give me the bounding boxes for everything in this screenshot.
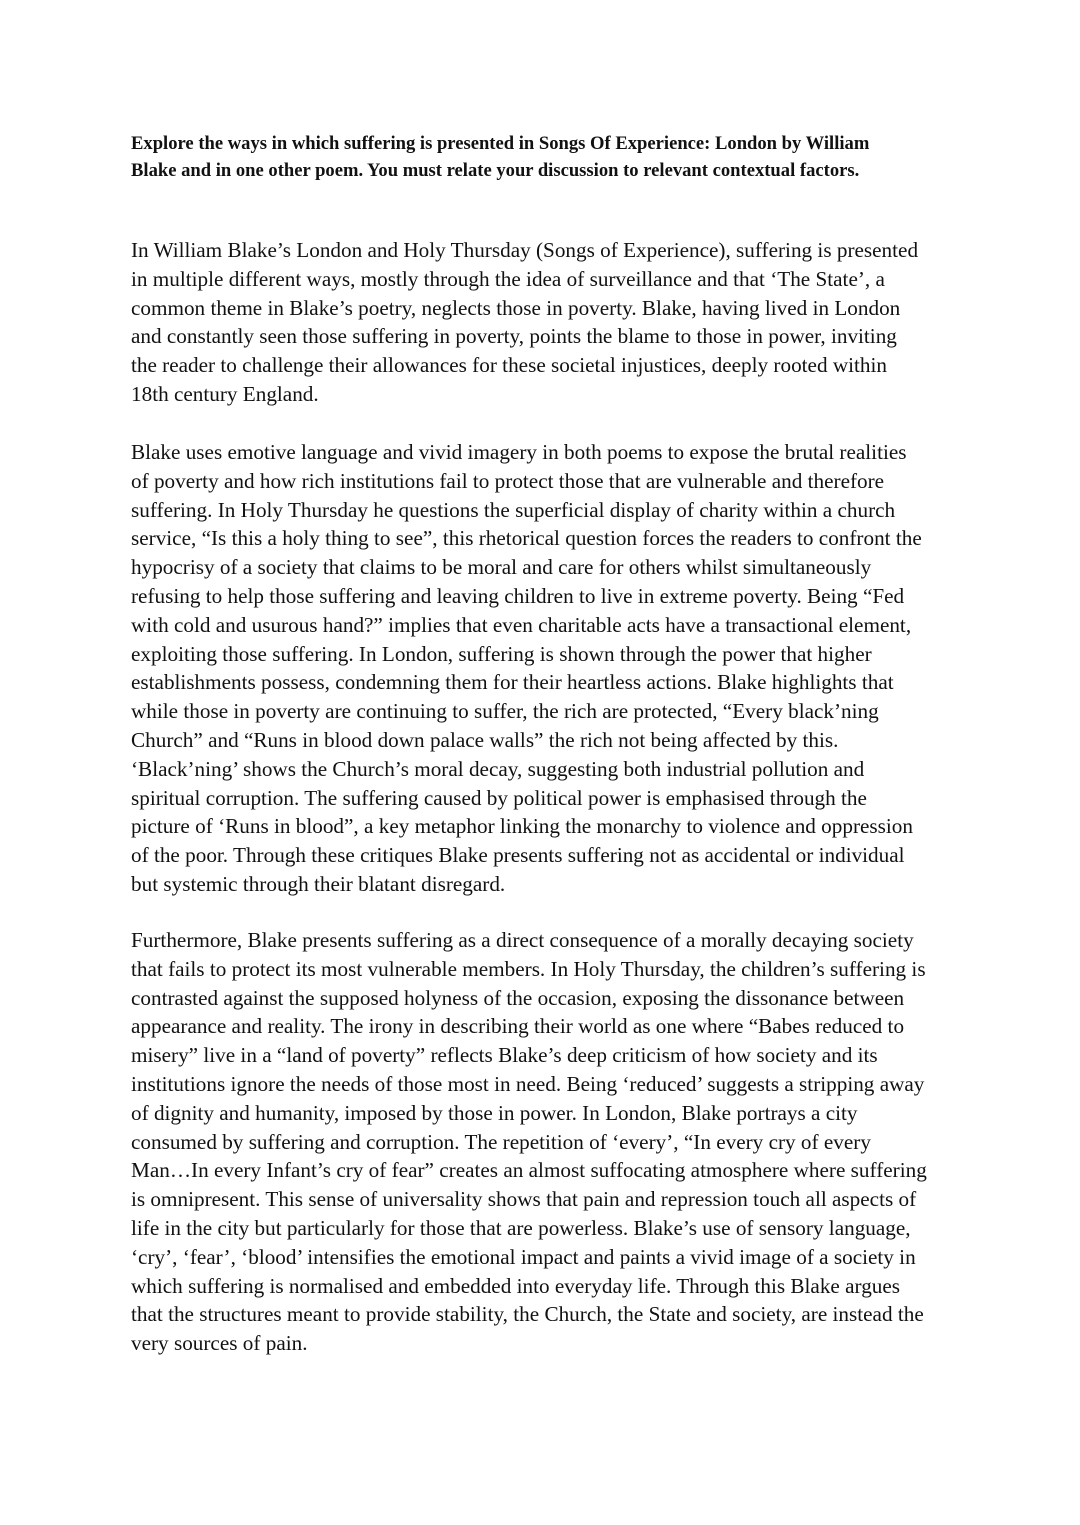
paragraph-line: hypocrisy of a society that claims to be moral and care for others whilst simultaneously <box>131 555 872 580</box>
paragraph-line: consumed by suffering and corruption. The repetition of ‘every’, “In every cry of every <box>131 1129 871 1154</box>
paragraph-line: of dignity and humanity, imposed by those in power. In London, Blake portrays a city <box>131 1100 858 1125</box>
paragraph-line: that fails to protect its most vulnerable members. In Holy Thursday, the children’s suffering is <box>131 956 926 981</box>
paragraph-emotive-language <box>131 438 961 899</box>
paragraph-line: with cold and usurous hand?” implies that even charitable acts have a transactional element, <box>131 612 912 637</box>
paragraph-introduction <box>131 236 961 409</box>
paragraph-line: that the structures meant to provide stability, the Church, the State and society, are instead the <box>131 1302 924 1327</box>
paragraph-line: contrasted against the supposed holyness of the occasion, exposing the dissonance between <box>131 985 905 1010</box>
paragraph-line: Church” and “Runs in blood down palace walls” the rich not being affected by this. <box>131 727 839 752</box>
paragraph-line: of the poor. Through these critiques Blake presents suffering not as accidental or individual <box>131 843 905 868</box>
paragraph-line: of poverty and how rich institutions fail to protect those that are vulnerable and therefore <box>131 468 885 493</box>
paragraph-line: Blake uses emotive language and vivid imagery in both poems to expose the brutal realities <box>131 440 907 464</box>
paragraph-line: very sources of pain. <box>131 1331 308 1356</box>
heading-line: Blake and in one other poem. You must relate your discussion to relevant contextual factors. <box>131 160 860 181</box>
paragraph-line: and constantly seen those suffering in poverty, points the blame to those in power, inviting <box>131 324 897 349</box>
paragraph-line: but systemic through their blatant disregard. <box>131 871 506 896</box>
paragraph-line: ‘Black’ning’ shows the Church’s moral decay, suggesting both industrial pollution and <box>131 756 865 781</box>
paragraph-line: in multiple different ways, mostly through the idea of surveillance and that ‘The State’, a <box>131 266 885 291</box>
heading-line: Explore the ways in which suffering is presented in Songs Of Experience: London by William <box>131 133 870 154</box>
paragraph-line: picture of ‘Runs in blood”, a key metaphor linking the monarchy to violence and oppression <box>131 814 913 839</box>
paragraph-line: exploiting those suffering. In London, suffering is shown through the power that higher <box>131 641 872 666</box>
paragraph-moral-decay <box>131 926 961 1358</box>
paragraph-line: establishments possess, condemning them for their heartless actions. Blake highlights that <box>131 670 894 695</box>
paragraph-line: spiritual corruption. The suffering caused by political power is emphasised through the <box>131 785 867 810</box>
paragraph-line: appearance and reality. The irony in describing their world as one where “Babes reduced to <box>131 1014 905 1039</box>
paragraph-line: misery” live in a “land of poverty” reflects Blake’s deep criticism of how society and its <box>131 1043 878 1068</box>
paragraph-line: 18th century England. <box>131 381 319 406</box>
paragraph-line: institutions ignore the needs of those most in need. Being ‘reduced’ suggests a stripping away <box>131 1071 925 1096</box>
paragraph-line: common theme in Blake’s poetry, neglects those in poverty. Blake, having lived in London <box>131 295 901 320</box>
paragraph-line: refusing to help those suffering and leaving children to live in extreme poverty. Being “Fed <box>131 583 905 608</box>
paragraph-line: while those in poverty are continuing to suffer, the rich are protected, “Every black’ning <box>131 699 879 724</box>
paragraph-line: life in the city but particularly for those that are powerless. Blake’s use of sensory language, <box>131 1215 911 1240</box>
paragraph-line: In William Blake’s London and Holy Thursday (Songs of Experience), suffering is presented <box>131 238 919 262</box>
paragraph-line: suffering. In Holy Thursday he questions the superficial display of charity within a church <box>131 497 896 522</box>
essay-question-heading <box>131 130 961 184</box>
paragraph-line: which suffering is normalised and embedded into everyday life. Through this Blake argues <box>131 1273 901 1298</box>
paragraph-line: the reader to challenge their allowances for these societal injustices, deeply rooted within <box>131 353 887 378</box>
paragraph-line: ‘cry’, ‘fear’, ‘blood’ intensifies the emotional impact and paints a vivid image of a society in <box>131 1244 916 1269</box>
paragraph-line: service, “Is this a holy thing to see”, this rhetorical question forces the readers to confront the <box>131 526 922 551</box>
paragraph-line: Man…In every Infant’s cry of fear” creates an almost suffocating atmosphere where suffering <box>131 1158 927 1183</box>
paragraph-line: is omnipresent. This sense of universality shows that pain and repression touch all aspects of <box>131 1187 917 1212</box>
paragraph-line: Furthermore, Blake presents suffering as a direct consequence of a morally decaying society <box>131 928 914 952</box>
